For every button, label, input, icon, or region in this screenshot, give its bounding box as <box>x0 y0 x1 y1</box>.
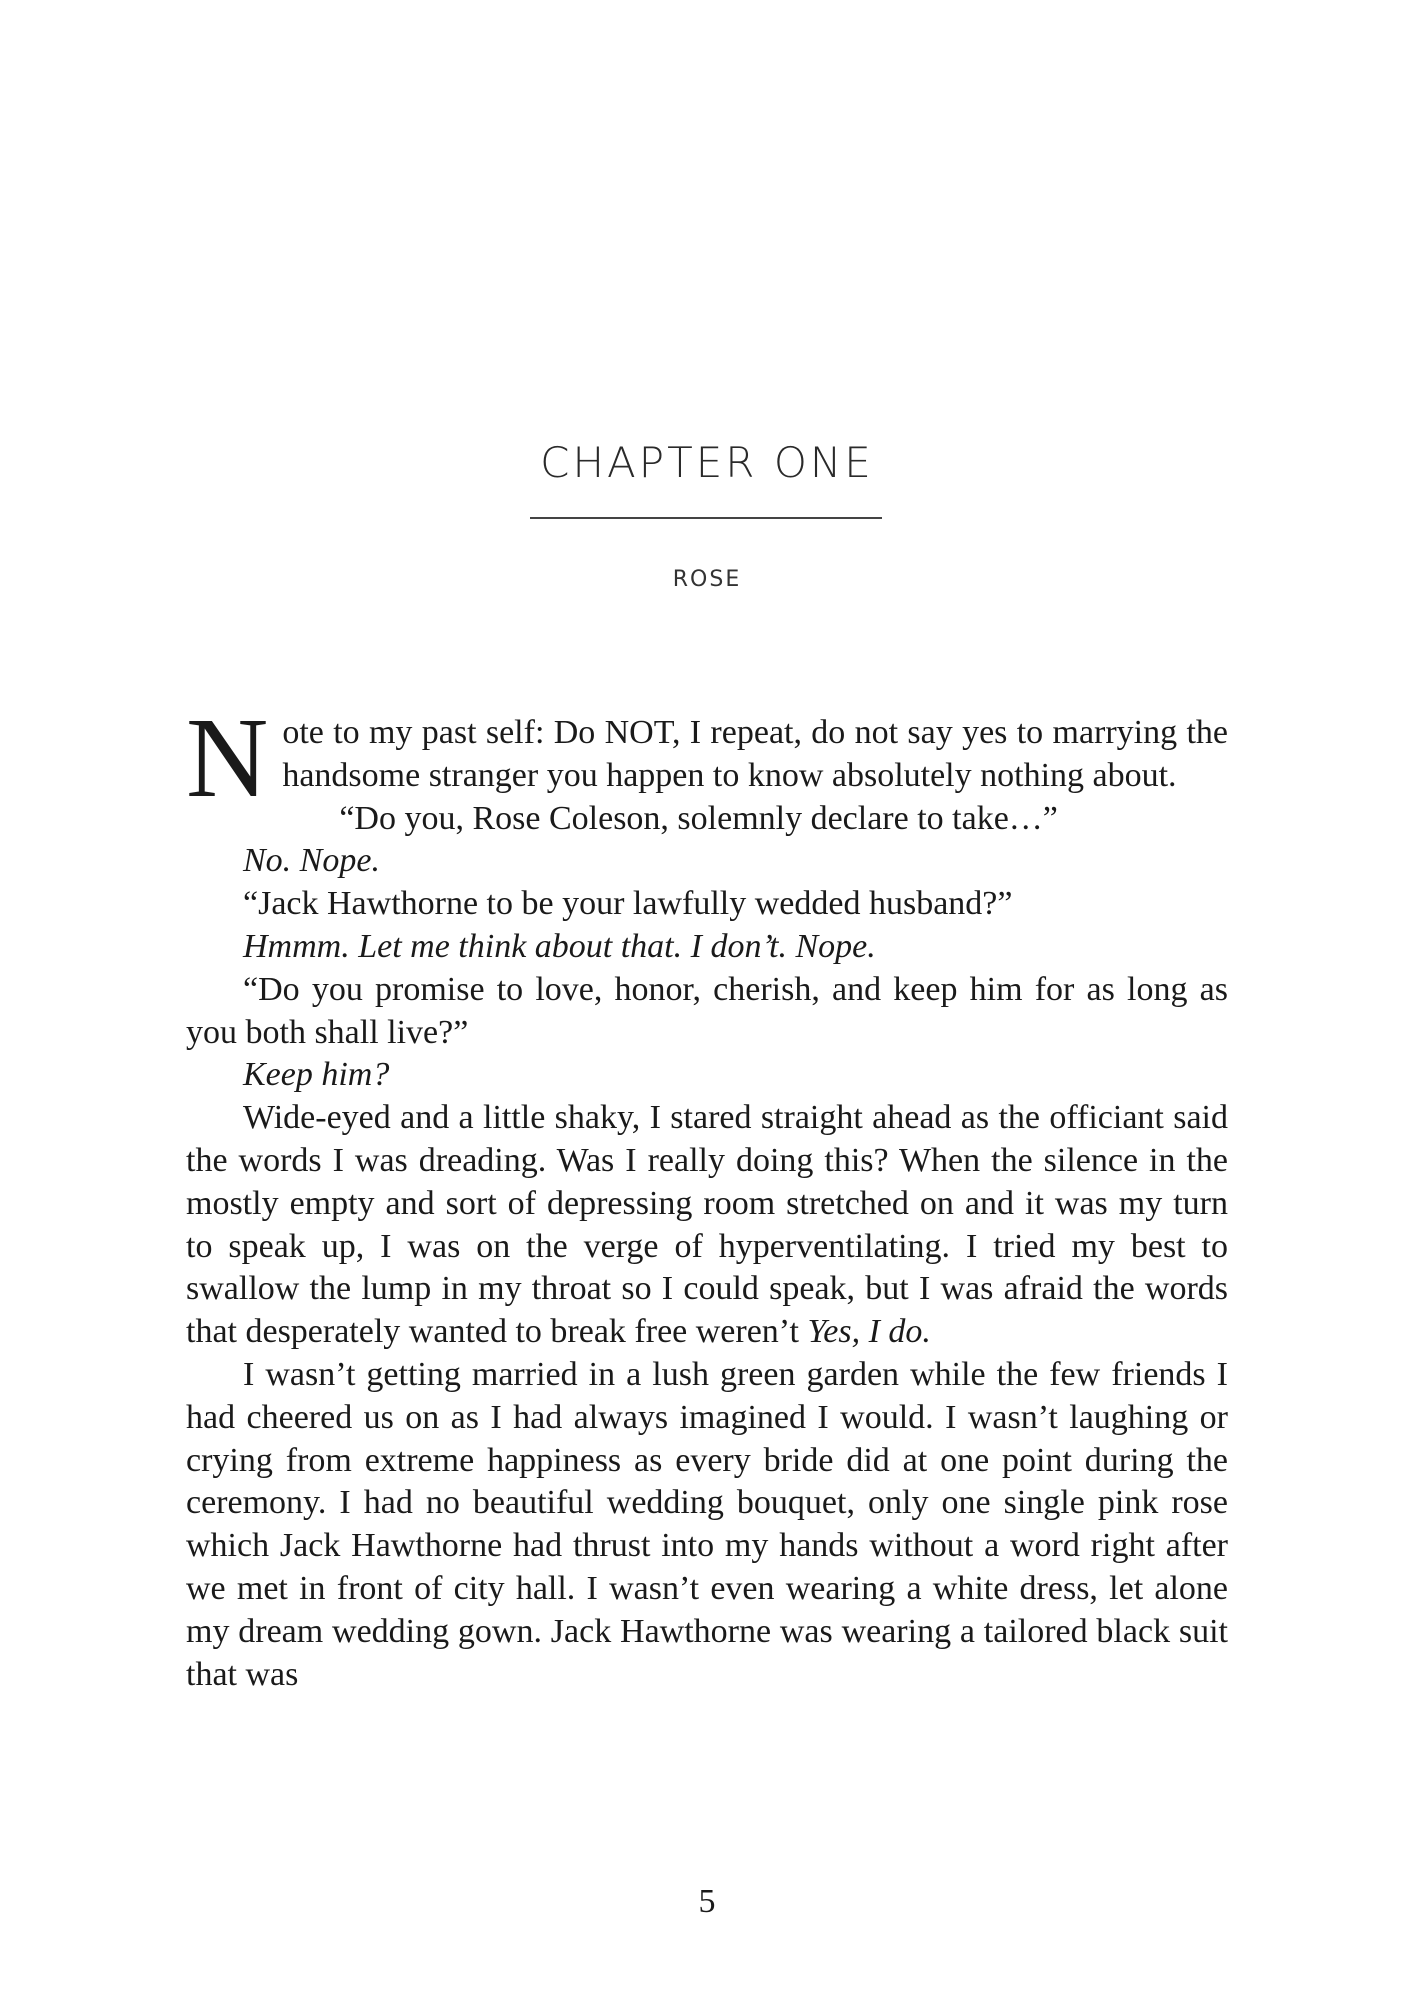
chapter-title-rule <box>530 517 882 519</box>
chapter-pov-label: ROSE <box>672 567 742 592</box>
drop-cap: N <box>186 694 269 821</box>
paragraph-opening-text: ote to my past self: Do NOT, I repeat, do not say yes to marrying the handsome stranger you happen to know absolutely nothing about. <box>282 714 1228 794</box>
paragraph-narrative: I wasn’t getting married in a lush green garden while the few friends I had cheered us on as I had always imagined I would. I wasn’t laughing or crying from extreme happiness as every bride did at one point during the ceremony. I had no beautiful wedding bouquet, only one single pink rose which Jack Hawthorne had thrust into my hands without a word right after we met in front of city hall. I wasn’t even wearing a white dress, let alone my dream wedding gown. Jack Hawthorne was wearing a tailored black suit that was <box>186 1355 1228 1693</box>
paragraph-narrative <box>186 1097 1228 1354</box>
chapter-body <box>186 694 1228 1696</box>
chapter-title: CHAPTER ONE <box>540 438 874 487</box>
paragraph-dialogue: “Do you promise to love, honor, cherish, and keep him for as long as you both shall live?” <box>186 970 1228 1051</box>
page-number: 5 <box>698 1883 716 1920</box>
paragraph-dialogue: “Jack Hawthorne to be your lawfully wedded husband?” <box>243 885 1013 923</box>
paragraph-thought: Hmmm. Let me think about that. I don’t. Nope. <box>243 927 876 965</box>
paragraph-thought: No. Nope. <box>243 842 380 880</box>
paragraph-dialogue: “Do you, Rose Coleson, solemnly declare to take…” <box>339 799 1058 837</box>
paragraph-thought: Keep him? <box>243 1056 390 1094</box>
paragraph-narrative-italic: Yes, I do. <box>807 1313 931 1351</box>
paragraph-narrative-text: Wide-eyed and a little shaky, I stared straight ahead as the officiant said the words I was dreading. Was I really doing this? When the silence in the mostly empty and sort of depressing room stretched on and it was my turn to speak up, I was on the verge of hyperventilating. I tried my best to swallow the lump in my throat so I could speak, but I was afraid the words that desperately wanted to break free weren’t <box>186 1099 1228 1351</box>
